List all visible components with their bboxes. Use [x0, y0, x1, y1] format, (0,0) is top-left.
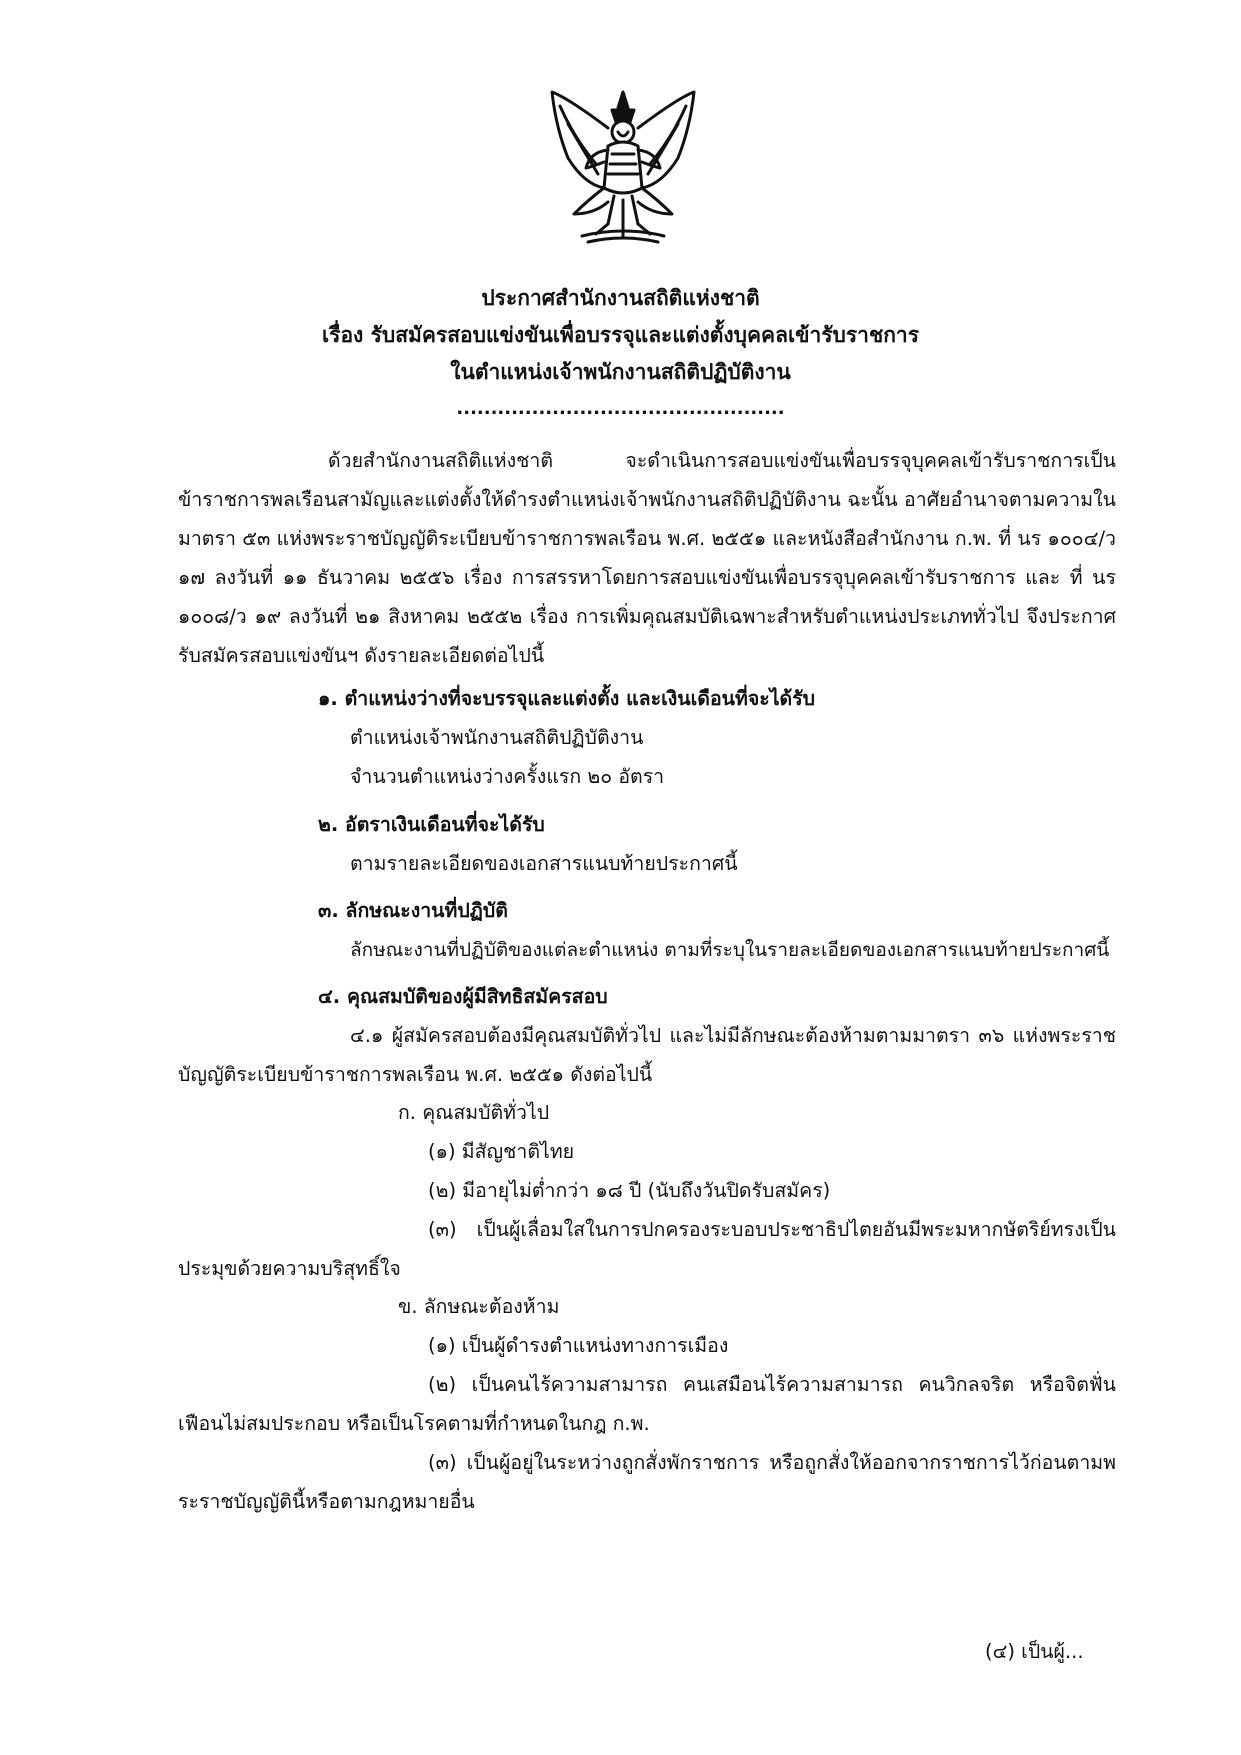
announcement-position: ในตำแหน่งเจ้าพนักงานสถิติปฏิบัติงาน [450, 360, 791, 384]
prohibited-item-3-paragraph [178, 1443, 1116, 1521]
prohibited-item-2-paragraph [178, 1365, 1116, 1443]
general-qualifications-title: ก. คุณสมบัติทั่วไป [398, 1101, 550, 1124]
header-separator: ................................................ [456, 398, 785, 419]
general-item-3-text: (๓) เป็นผู้เลื่อมใสในการปกครองระบอบประชาธิปไตยอันมีพระมหากษัตริย์ทรงเป็นประมุขด้วยความบริสุทธิ์ใจ [178, 1218, 1116, 1280]
prohibited-item-1: (๑) เป็นผู้ดำรงตำแหน่งทางการเมือง [428, 1334, 729, 1357]
prohibited-item-3-text: (๓) เป็นผู้อยู่ในระหว่างถูกสั่งพักราชการ หรือถูกสั่งให้ออกจากราชการไว้ก่อนตามพระราชบัญญัตินี้หรือตามกฎหมายอื่น [178, 1451, 1116, 1513]
section-3-line-1: ลักษณะงานที่ปฏิบัติของแต่ละตำแหน่ง ตามที่ระบุในรายละเอียดของเอกสารแนบท้ายประกาศนี้ [350, 939, 1110, 961]
announcement-title: ประกาศสำนักงานสถิติแห่งชาติ [481, 286, 760, 310]
section-2-heading: ๒. อัตราเงินเดือนที่จะได้รับ [318, 813, 545, 836]
section-2-line-1: ตามรายละเอียดของเอกสารแนบท้ายประกาศนี้ [350, 852, 738, 875]
section-3-heading: ๓. ลักษณะงานที่ปฏิบัติ [318, 899, 508, 922]
intro-text: ด้วยสำนักงานสถิติแห่งชาติ จะดำเนินการสอบแข่งขันเพื่อบรรจุบุคคลเข้ารับราชการเป็นข้าราชการพลเรือนสามัญและแต่งตั้งให้ดำรงตำแหน่งเจ้าพนักงานสถิติปฏิบัติงาน ฉะนั้น อาศัยอำนาจตามความในมาตรา ๕๓ แห่งพระราชบัญญัติระเบียบข้าราชการพลเรือน พ.ศ. ๒๕๕๑ และหนังสือสำนักงาน ก.พ. ที่ นร ๑๐๐๔/ว ๑๗ ลงวันที่ ๑๑ ธันวาคม ๒๕๕๖ เรื่อง การสรรหาโดยการสอบแข่งขันเพื่อบรรจุบุคคลเข้ารับราชการ และ ที่ นร ๑๐๐๘/ว ๑๙ ลงวันที่ ๒๑ สิงหาคม ๒๕๕๒ เรื่อง การเพิ่มคุณสมบัติเฉพาะสำหรับตำแหน่งประเภททั่วไป จึงประกาศรับสมัครสอบแข่งขันฯ ดังรายละเอียดต่อไปนี้ [178, 449, 1116, 667]
general-item-1: (๑) มีสัญชาติไทย [428, 1140, 575, 1163]
prohibited-title: ข. ลักษณะต้องห้าม [398, 1295, 560, 1318]
section-4-heading: ๔. คุณสมบัติของผู้มีสิทธิสมัครสอบ [318, 985, 608, 1008]
section-1-line-1: ตำแหน่งเจ้าพนักงานสถิติปฏิบัติงาน [350, 726, 644, 749]
section-1-line-2: จำนวนตำแหน่งว่างครั้งแรก ๒๐ อัตรา [350, 765, 665, 788]
section-1-heading: ๑. ตำแหน่งว่างที่จะบรรจุและแต่งตั้ง และเงินเดือนที่จะได้รับ [318, 687, 816, 710]
garuda-emblem-icon [538, 88, 708, 248]
general-item-3-paragraph [178, 1210, 1116, 1288]
section-4-1-paragraph [178, 1016, 1116, 1094]
section-4-1-text: ๔.๑ ผู้สมัครสอบต้องมีคุณสมบัติทั่วไป และไม่มีลักษณะต้องห้ามตามมาตรา ๓๖ แห่งพระราชบัญญัติระเบียบข้าราชการพลเรือน พ.ศ. ๒๕๕๑ ดังต่อไปนี้ [178, 1024, 1116, 1086]
prohibited-item-2-text: (๒) เป็นคนไร้ความสามารถ คนเสมือนไร้ความสามารถ คนวิกลจริต หรือจิตฟั่นเฟือนไม่สมประกอบ หรือเป็นโรคตามที่กำหนดในกฎ ก.พ. [178, 1373, 1116, 1435]
intro-paragraph [178, 441, 1116, 675]
announcement-subject: เรื่อง รับสมัครสอบแข่งขันเพื่อบรรจุและแต่งตั้งบุคคลเข้ารับราชการ [321, 323, 919, 347]
page-continuation: (๔) เป็นผู้... [985, 1640, 1084, 1663]
general-item-2: (๒) มีอายุไม่ต่ำกว่า ๑๘ ปี (นับถึงวันปิดรับสมัคร) [428, 1179, 831, 1202]
